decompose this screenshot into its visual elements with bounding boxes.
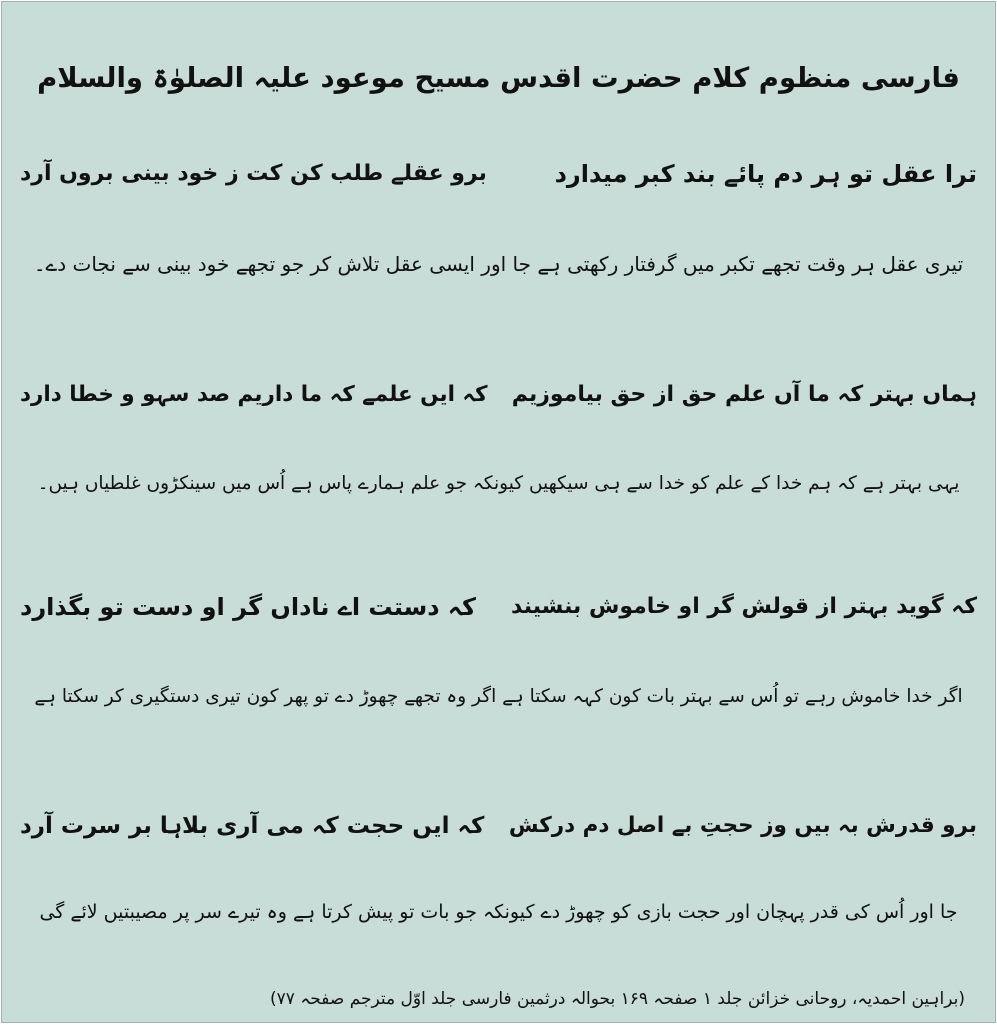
poem-page — [1, 1, 996, 1023]
verse-1 — [20, 151, 977, 197]
verse-2 — [20, 372, 977, 418]
verse-1-hemistich-2: برو عقلے طلب کن کت ز خود بینی بروں آرد — [20, 161, 487, 186]
verse-1-hemistich-1: ترا عقل تو ہر دم پائے بند کبر میدارد — [554, 160, 977, 188]
verse-3-hemistich-2: کہ دستت اے ناداں گر او دست تو بگذارد — [20, 593, 476, 621]
verse-2-translation: یہی بہتر ہے کہ ہم خدا کے علم کو خدا سے ہی سیکھیں کیونکہ جو علم ہمارے پاس ہے اُس میں سینکڑوں غلطیاں ہیں۔ — [37, 473, 960, 494]
source-reference: (براہین احمدیہ، روحانی خزائن جلد ۱ صفحہ ۱۶۹ بحوالہ درثمین فارسی جلد اوّل مترجم صفحہ ۷۷) — [270, 989, 965, 1009]
verse-1-translation: تیری عقل ہر وقت تجھے تکبر میں گرفتار رکھتی ہے جا اور ایسی عقل تلاش کر جو تجھے خود بینی سے نجات دے۔ — [33, 252, 964, 276]
verse-4 — [20, 803, 977, 849]
verse-4-hemistich-1: برو قدرش بہ بیں وز حجتِ بے اصل دم درکش — [508, 813, 977, 838]
verse-2-hemistich-1: ہماں بہتر کہ ما آں علم حق از حق بیاموزیم — [511, 382, 977, 407]
verse-2-hemistich-2: کہ ایں علمے کہ ما داریم صد سہو و خطا دارد — [20, 382, 488, 407]
page-title: فارسی منظوم کلام حضرت اقدس مسیح موعود علیہ الصلوٰۃ والسلام — [37, 62, 960, 94]
verse-4-translation: جا اور اُس کی قدر پہچان اور حجت بازی کو چھوڑ دے کیونکہ جو بات تو پیش کرتا ہے وہ تیرے سر پر مصیبتیں لائے گی — [39, 901, 958, 923]
verse-3 — [20, 584, 977, 630]
verse-3-hemistich-1: کہ گوید بہتر از قولش گر او خاموش بنشیند — [511, 594, 977, 619]
verse-4-hemistich-2: کہ ایں حجت کہ می آری بلاہا بر سرت آرد — [20, 813, 485, 839]
verse-3-translation: اگر خدا خاموش رہے تو اُس سے بہتر بات کون کہہ سکتا ہے اگر وہ تجھے چھوڑ دے تو پھر کون تیری دستگیری کر سکتا ہے — [34, 686, 963, 707]
